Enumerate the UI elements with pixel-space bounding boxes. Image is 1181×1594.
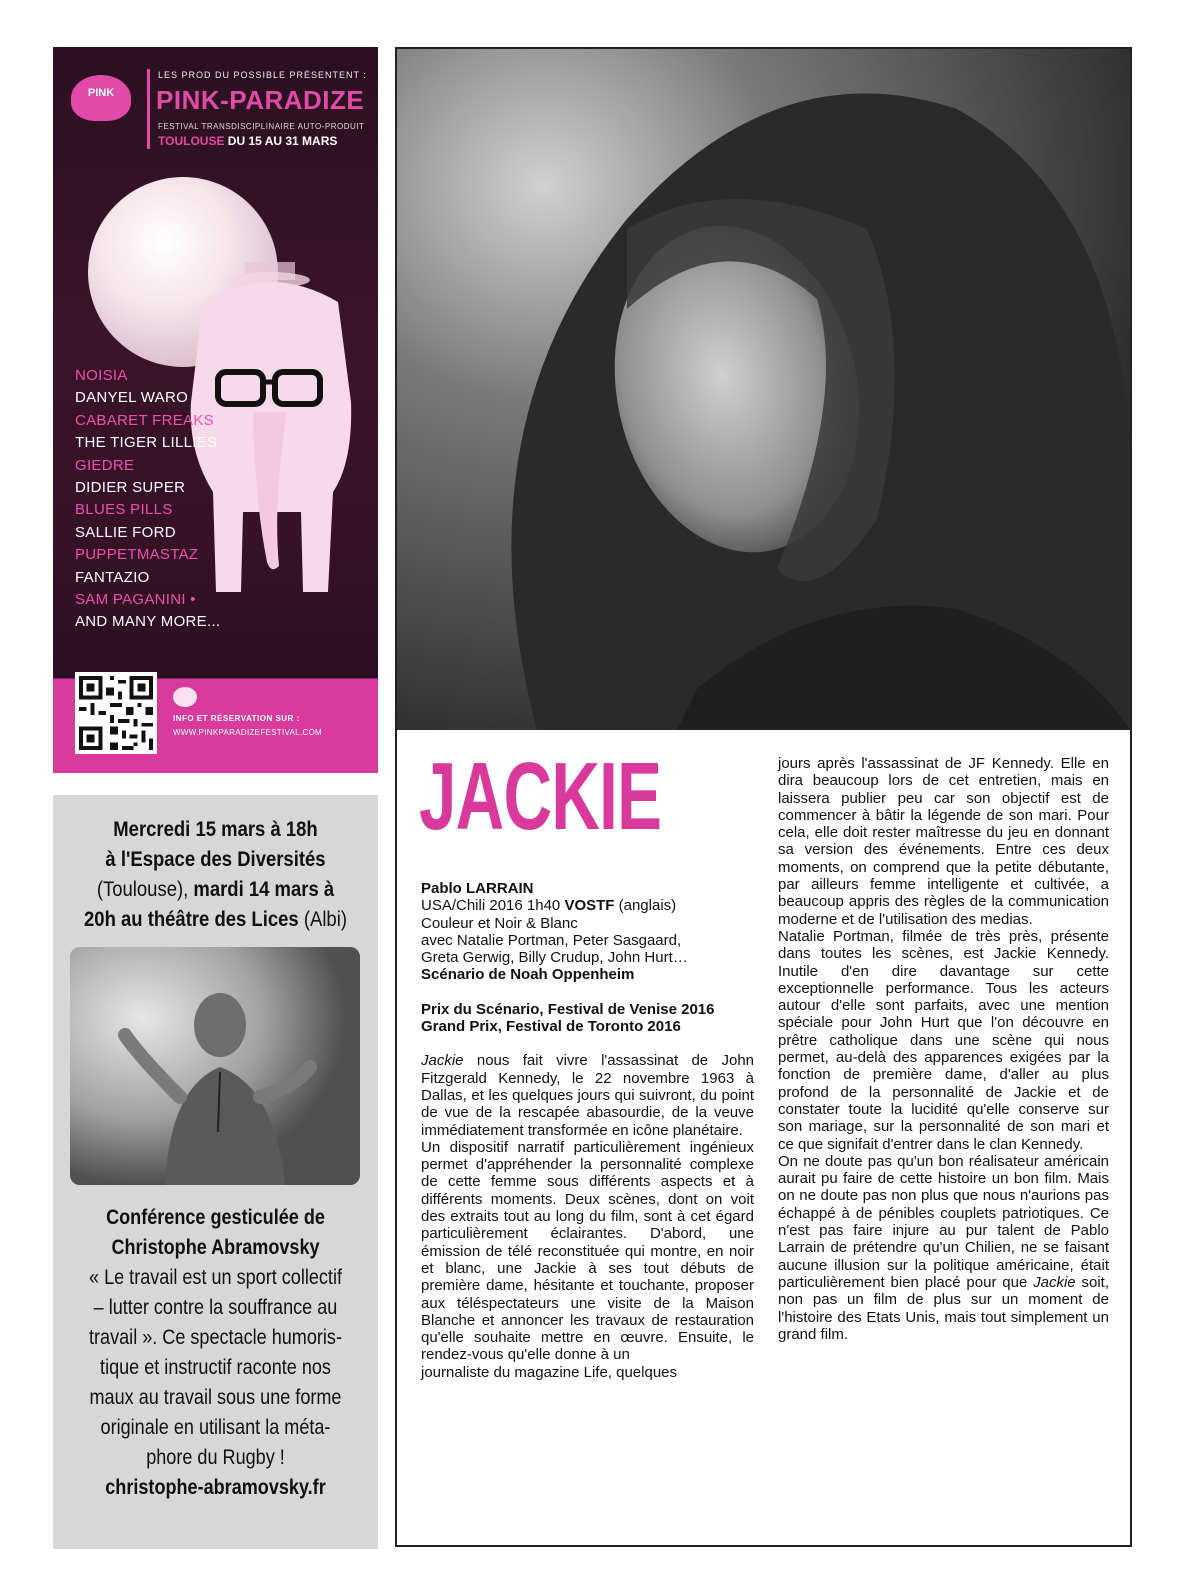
lineup-item: NOISIA [75,367,128,384]
movie-title: JACKIE [419,743,662,850]
logo-text: PINK [87,87,115,99]
award-venice: Prix du Scénario, Festival de Venise 2016 [421,1000,715,1018]
ad-festival-subtitle: FESTIVAL TRANSDISCIPLINAIRE AUTO-PRODUIT [158,122,365,131]
desc-line: travail ». Ce spectacle humoris- [89,1326,342,1349]
desc-line: tique et instructif raconte nos [100,1356,331,1379]
qr-code[interactable] [75,672,157,754]
conference-event-box [53,795,378,1549]
desc-line: originale en utilisant la méta- [100,1416,331,1439]
cast-line: Greta Gerwig, Billy Crudup, John Hurt… [421,949,688,967]
film-name-italic: Jackie [1033,1273,1076,1291]
ad-festival-dates [158,134,337,148]
lineup-item: SALLIE FORD [75,523,176,541]
event-date-1: Mercredi 15 mars à 18h [113,818,318,841]
paragraph-4: Natalie Portman, filmée de très près, présente dans toutes les scènes, est Jackie Kennedy. Inutile d'en dire davantage sur cette exceptionnelle performance. Tous les acteurs autour d'elle sont parfaits, avec une mention spéciale pour John Hurt que l'on découvre en prêtre catholique dans une scène qui nous permet, au-delà des apparences exigées par la fonction de première dame, d'aller au plus profond de la personnalité de Jackie et de constater toute la lucidité qu'elle conserve sur son mariage, sur la personnalité de son mari et ce que signifait d'entrer dans le clan Kennedy. [778,927,1109,1153]
screenplay: Scénario de Noah Oppenheim [421,966,635,984]
ad-website-link[interactable]: WWW.PINKPARADIZEFESTIVAL.COM [173,728,323,737]
ad-info-label: INFO ET RÉSERVATION SUR : [173,714,300,723]
version: VOSTF [564,897,615,915]
paragraph-2: Un dispositif narratif particulièrement ingénieux permet d'appréhender la personnalité complexe de cette femme sous différents aspects et à différents moments. Deux scènes, dont on voit des extraits tout au long du film, sont à cet égard particulièrement éclairantes. D'abord, une émission de télé reconstituée qui montre, en noir et blanc, une Jackie à ses tout débuts de première dame, hésitante et touchante, proposer aux téléspectateurs une visite de la Maison Blanche et annoncer les travaux de restauration qu'elle souhaite mettre en œuvre. Ensuite, le rendez-vous qu'elle donne à un [421,1138,754,1364]
event-venue-2: 20h au théâtre des Lices [84,908,299,931]
ad-festival-name: PINK-PARADIZE [156,85,365,115]
ad-dates: DU 15 AU 31 MARS [227,134,338,148]
speaker-photo-art [70,947,360,1185]
lineup-item: AND MANY MORE... [75,613,221,631]
jackie-film-still [397,49,1130,730]
conference-website-link[interactable]: christophe-abramovsky.fr [105,1476,326,1499]
desc-line: – lutter contre la souffrance au [93,1296,338,1319]
desc-line: « Le travail est un sport collectif [89,1266,342,1289]
event-date-2: mardi 14 mars à [193,878,335,901]
paragraph-2-last: journaliste du magazine Life, quelques [421,1363,678,1381]
lineup-item: CABARET FREAKS [75,411,214,429]
paragraph-1-text: nous fait vivre l'assassinat de John Fitzgerald Kennedy, le 22 novembre 1963 à Dallas, et les quelques jours qui suivront, du point de vue de la rescapée abasourdie, de la veuve immédiatement transformée en icône planétaire. [421,1052,755,1139]
pink-paradize-logo [71,75,131,121]
award-toronto: Grand Prix, Festival de Toronto 2016 [421,1018,681,1036]
conference-title-1: Conférence gesticulée de [106,1206,325,1229]
film-still-art [397,49,1130,730]
origin: USA/Chili 2016 1h40 [421,897,561,915]
color-info: Couleur et Noir & Blanc [421,914,578,932]
film-name-italic: Jackie [421,1052,464,1070]
speaker-photo [70,947,360,1185]
lineup-item: THE TIGER LILLIES [75,434,218,452]
event-venue-1: à l'Espace des Diversités [105,848,326,871]
paragraph-5-end: soit, non pas un film de plus sur un moment de l'histoire des Etats Unis, mais tout simplement un grand film. [778,1273,1109,1343]
ad-presents: LES PROD DU POSSIBLE PRÉSENTENT : [158,70,367,80]
paragraph-1 [421,1052,754,1138]
paragraph-5 [778,1153,1109,1343]
lineup-item: PUPPETMASTAZ [75,546,199,564]
lineup-item: DIDIER SUPER [75,479,186,497]
paragraph-5-text: On ne doute pas qu'un bon réalisateur américain aurait pu faire de cette histoire un bon film. Mais on ne doute pas non plus que nous n'aurions pas échappé à de pénibles couplets patriotiques. Ce n'est pas faire injure au pur talent de Pablo Larrain de prétendre qu'un Chilien, ne se faisant aucune illusion sur la politique américaine, était particulièrement bien placé pour que [778,1152,1109,1291]
event-place-2: (Albi) [303,908,347,931]
pink-paradize-ad [53,47,378,773]
desc-line: maux au travail sous une forme [89,1386,342,1409]
lineup-item: DANYEL WARO [75,389,189,407]
lineup-item: GIEDRE [75,456,135,474]
language: (anglais) [618,897,677,915]
director: Pablo LARRAIN [421,880,534,897]
elephant-icon [173,687,197,707]
article-column-2 [778,755,1109,1343]
ad-separator [147,69,150,149]
lineup-item: BLUES PILLS [75,501,173,519]
desc-line: phore du Rugby ! [146,1446,285,1469]
event-dates [73,815,359,935]
paragraph-3: jours après l'assassinat de JF Kennedy. Elle en dira beaucoup lors de cet entretien, mais en laissera publier peu car son objectif est de commencer à bâtir la légende de son mari. Pour cela, elle doit rester maîtresse du jeu en donnant sa version des événements. Entre ces deux moments, on comprend que la petite débutante, par ailleurs femme intelligente et cultivée, a beaucoup appris des règles de la communication moderne et de l'utilisation des medias. [778,755,1109,928]
conference-description [67,1203,364,1503]
lineup-item: SAM PAGANINI • [75,591,196,609]
ad-city: TOULOUSE [158,134,225,148]
cast-line: avec Natalie Portman, Peter Sasgaard, [421,931,682,949]
event-place-1: (Toulouse), [96,878,189,901]
conference-title-2: Christophe Abramovsky [111,1236,320,1259]
lineup-item: FANTAZIO [75,568,150,586]
lineup-list [75,365,220,634]
article-column-1 [421,880,754,1381]
jackie-article [395,47,1132,1547]
